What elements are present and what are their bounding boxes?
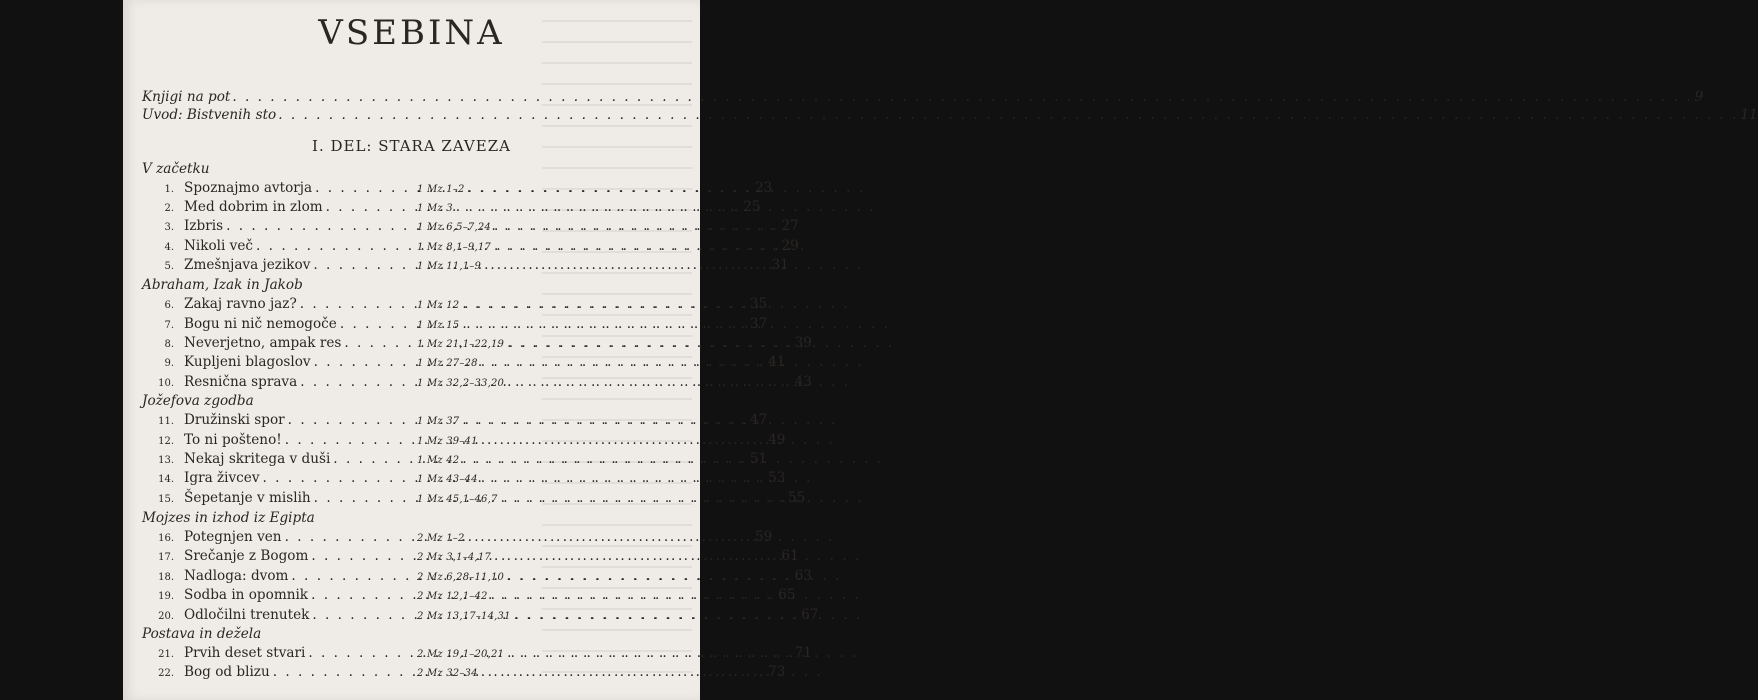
scripture-reference: 2 Mz 3,1–4,17 xyxy=(417,552,491,563)
leader-dots xyxy=(481,664,765,680)
scripture-reference: 1 Mz 21,1–22,19 xyxy=(417,339,505,350)
leader-dots xyxy=(462,296,746,312)
scripture-reference: 1 Mz 39–41 xyxy=(417,436,478,447)
book-page xyxy=(123,0,1758,700)
leader-dots xyxy=(278,107,1738,123)
leader-dots xyxy=(507,335,791,351)
leader-dots xyxy=(507,374,791,390)
scripture-reference: 1 Mz 3 xyxy=(417,203,453,214)
scripture-reference: 1 Mz 45,1–46,7 xyxy=(417,494,498,505)
toc-entry[interactable] xyxy=(142,374,812,390)
toc-entry[interactable] xyxy=(142,412,768,428)
entry-number: 14. xyxy=(158,474,174,485)
entry-page-number: 29 xyxy=(781,238,799,254)
leader-dots xyxy=(481,354,765,370)
leader-dots xyxy=(494,548,778,564)
entry-number: 22. xyxy=(158,668,174,679)
scripture-reference: 1 Mz 27–28 xyxy=(417,358,478,369)
entry-title: Nikoli več xyxy=(184,238,254,254)
entry-title: Bog od blizu xyxy=(184,664,270,680)
toc-intro-line[interactable] xyxy=(142,89,1704,105)
entry-number: 18. xyxy=(158,572,174,583)
toc-intro-label: Uvod: Bistvenih sto xyxy=(142,107,277,123)
toc-page-number: 9 xyxy=(1694,89,1704,105)
entry-number: 5. xyxy=(164,261,174,272)
entry-number: 12. xyxy=(158,436,174,447)
toc-entry[interactable] xyxy=(142,664,786,680)
scripture-reference: 1 Mz 11,1–9 xyxy=(417,261,482,272)
entry-page-number: 23 xyxy=(755,180,773,196)
toc-entry[interactable] xyxy=(142,645,812,661)
entry-title: Izbris xyxy=(184,218,224,234)
entry-title: Potegnjen ven xyxy=(184,529,282,545)
entry-title: Zmešnjava jezikov xyxy=(184,257,311,273)
entry-title: Med dobrim in zlom xyxy=(184,199,323,215)
toc-entry[interactable] xyxy=(142,354,786,370)
entry-number: 3. xyxy=(164,222,174,233)
entry-number: 11. xyxy=(158,416,174,427)
entry-page-number: 59 xyxy=(755,529,773,545)
leader-dots xyxy=(501,490,785,506)
toc-entry[interactable] xyxy=(142,529,773,545)
entry-title: Srečanje z Bogom xyxy=(184,548,309,564)
toc-page-number: 11 xyxy=(1740,107,1758,123)
scripture-reference: 1 Mz 8,1–9,17 xyxy=(417,242,491,253)
entry-page-number: 35 xyxy=(749,296,768,312)
scripture-reference: 1 Mz 32,2–33,20 xyxy=(417,378,505,389)
entry-number: 6. xyxy=(164,300,174,311)
section-heading: Jožefova zgodba xyxy=(142,393,254,409)
entry-number: 8. xyxy=(164,339,174,350)
leader-dots xyxy=(468,529,752,545)
toc-entry[interactable] xyxy=(142,316,768,332)
entry-title: Nekaj skritega v duši xyxy=(184,451,331,467)
section-heading: Mojzes in izhod iz Egipta xyxy=(142,510,315,526)
leader-dots xyxy=(462,316,746,332)
toc-entry[interactable] xyxy=(142,548,799,564)
entry-number: 10. xyxy=(158,378,174,389)
entry-number: 21. xyxy=(158,649,174,660)
page-title: VSEBINA xyxy=(318,13,505,53)
toc-entry[interactable] xyxy=(142,587,796,603)
entry-page-number: 39 xyxy=(794,335,812,351)
entry-number: 2. xyxy=(164,203,174,214)
leader-dots xyxy=(232,89,1692,105)
scripture-reference: 2 Mz 19,1–20,21 xyxy=(417,649,505,660)
scripture-reference: 1 Mz 42 xyxy=(417,455,460,466)
entry-number: 16. xyxy=(158,533,174,544)
entry-page-number: 43 xyxy=(794,374,812,390)
entry-title: Bogu ni nič nemogoče xyxy=(184,316,337,332)
entry-page-number: 73 xyxy=(768,664,786,680)
entry-number: 1. xyxy=(164,184,174,195)
leader-dots xyxy=(481,432,765,448)
entry-page-number: 27 xyxy=(781,218,799,234)
part-heading: I. DEL: STARA ZAVEZA xyxy=(312,137,511,155)
entry-title: Resnična sprava xyxy=(184,374,298,390)
toc-entry[interactable] xyxy=(142,199,761,215)
leader-dots xyxy=(491,587,775,603)
leader-dots xyxy=(481,470,765,486)
scripture-reference: 2 Mz 1–2 xyxy=(417,533,465,544)
scripture-reference: 1 Mz 43–44 xyxy=(417,474,478,485)
scripture-reference: 1 Mz 6,5–7,24 xyxy=(417,222,491,233)
entry-number: 13. xyxy=(158,455,174,466)
entry-number: 4. xyxy=(164,242,174,253)
leader-dots xyxy=(462,412,746,428)
entry-title: Prvih deset stvari xyxy=(184,645,306,661)
entry-page-number: 25 xyxy=(743,199,761,215)
toc-intro-label: Knjigi na pot xyxy=(142,89,231,105)
entry-page-number: 37 xyxy=(749,316,768,332)
entry-page-number: 71 xyxy=(794,645,812,661)
entry-title: Odločilni trenutek xyxy=(184,607,310,623)
leader-dots xyxy=(514,607,798,623)
section-heading: Abraham, Izak in Jakob xyxy=(142,277,303,293)
leader-dots xyxy=(507,645,791,661)
entry-page-number: 53 xyxy=(768,470,786,486)
entry-page-number: 41 xyxy=(768,354,786,370)
entry-title: Spoznajmo avtorja xyxy=(184,180,313,196)
entry-page-number: 61 xyxy=(781,548,799,564)
entry-page-number: 47 xyxy=(749,412,768,428)
scripture-reference: 1 Mz 12 xyxy=(417,300,460,311)
scripture-reference: 2 Mz 32–34 xyxy=(417,668,478,679)
entry-number: 15. xyxy=(158,494,174,505)
entry-page-number: 49 xyxy=(768,432,786,448)
scripture-reference: 2 Mz 6,28–11,10 xyxy=(417,572,505,583)
section-heading: V začetku xyxy=(142,161,210,177)
toc-entry[interactable] xyxy=(142,470,786,486)
toc-entry[interactable] xyxy=(142,451,768,467)
toc-intro-line[interactable] xyxy=(142,107,1758,123)
entry-title: Igra živcev xyxy=(184,470,260,486)
leader-dots xyxy=(462,451,746,467)
entry-page-number: 65 xyxy=(778,587,796,603)
toc-entry[interactable] xyxy=(142,238,799,254)
entry-title: Sodba in opomnik xyxy=(184,587,309,603)
scripture-reference: 2 Mz 12,1–42 xyxy=(417,591,488,602)
entry-number: 17. xyxy=(158,552,174,563)
entry-title: To ni pošteno! xyxy=(184,432,282,448)
toc-entry[interactable] xyxy=(142,568,812,584)
entry-number: 7. xyxy=(164,320,174,331)
leader-dots xyxy=(507,568,791,584)
leader-dots xyxy=(494,238,778,254)
leader-dots xyxy=(484,257,768,273)
entry-title: Kupljeni blagoslov xyxy=(184,354,311,370)
leader-dots xyxy=(456,199,740,215)
entry-page-number: 67 xyxy=(801,607,819,623)
toc-entry[interactable] xyxy=(142,180,773,196)
entry-number: 19. xyxy=(158,591,174,602)
scripture-reference: 1 Mz 1–2 xyxy=(417,184,465,195)
entry-page-number: 31 xyxy=(771,257,789,273)
leader-dots xyxy=(494,218,778,234)
entry-page-number: 51 xyxy=(749,451,768,467)
toc-entry[interactable] xyxy=(142,218,799,234)
entry-title: Zakaj ravno jaz? xyxy=(184,296,297,312)
entry-number: 9. xyxy=(164,358,174,369)
toc-entry[interactable] xyxy=(142,607,819,623)
scripture-reference: 1 Mz 37 xyxy=(417,416,460,427)
entry-title: Šepetanje v mislih xyxy=(184,490,311,506)
entry-title: Neverjetno, ampak res xyxy=(184,335,342,351)
leader-dots xyxy=(468,180,752,196)
entry-title: Nadloga: dvom xyxy=(184,568,289,584)
entry-page-number: 55 xyxy=(788,490,806,506)
entry-page-number: 63 xyxy=(794,568,812,584)
section-heading: Postava in dežela xyxy=(142,626,262,642)
entry-number: 20. xyxy=(158,611,174,622)
scripture-reference: 2 Mz 13,17–14,31 xyxy=(417,611,511,622)
toc-entry[interactable] xyxy=(142,432,786,448)
toc-entry[interactable] xyxy=(142,257,789,273)
toc-entry[interactable] xyxy=(142,335,812,351)
entry-title: Družinski spor xyxy=(184,412,285,428)
scripture-reference: 1 Mz 15 xyxy=(417,320,460,331)
toc-entry[interactable] xyxy=(142,296,768,312)
toc-entry[interactable] xyxy=(142,490,806,506)
